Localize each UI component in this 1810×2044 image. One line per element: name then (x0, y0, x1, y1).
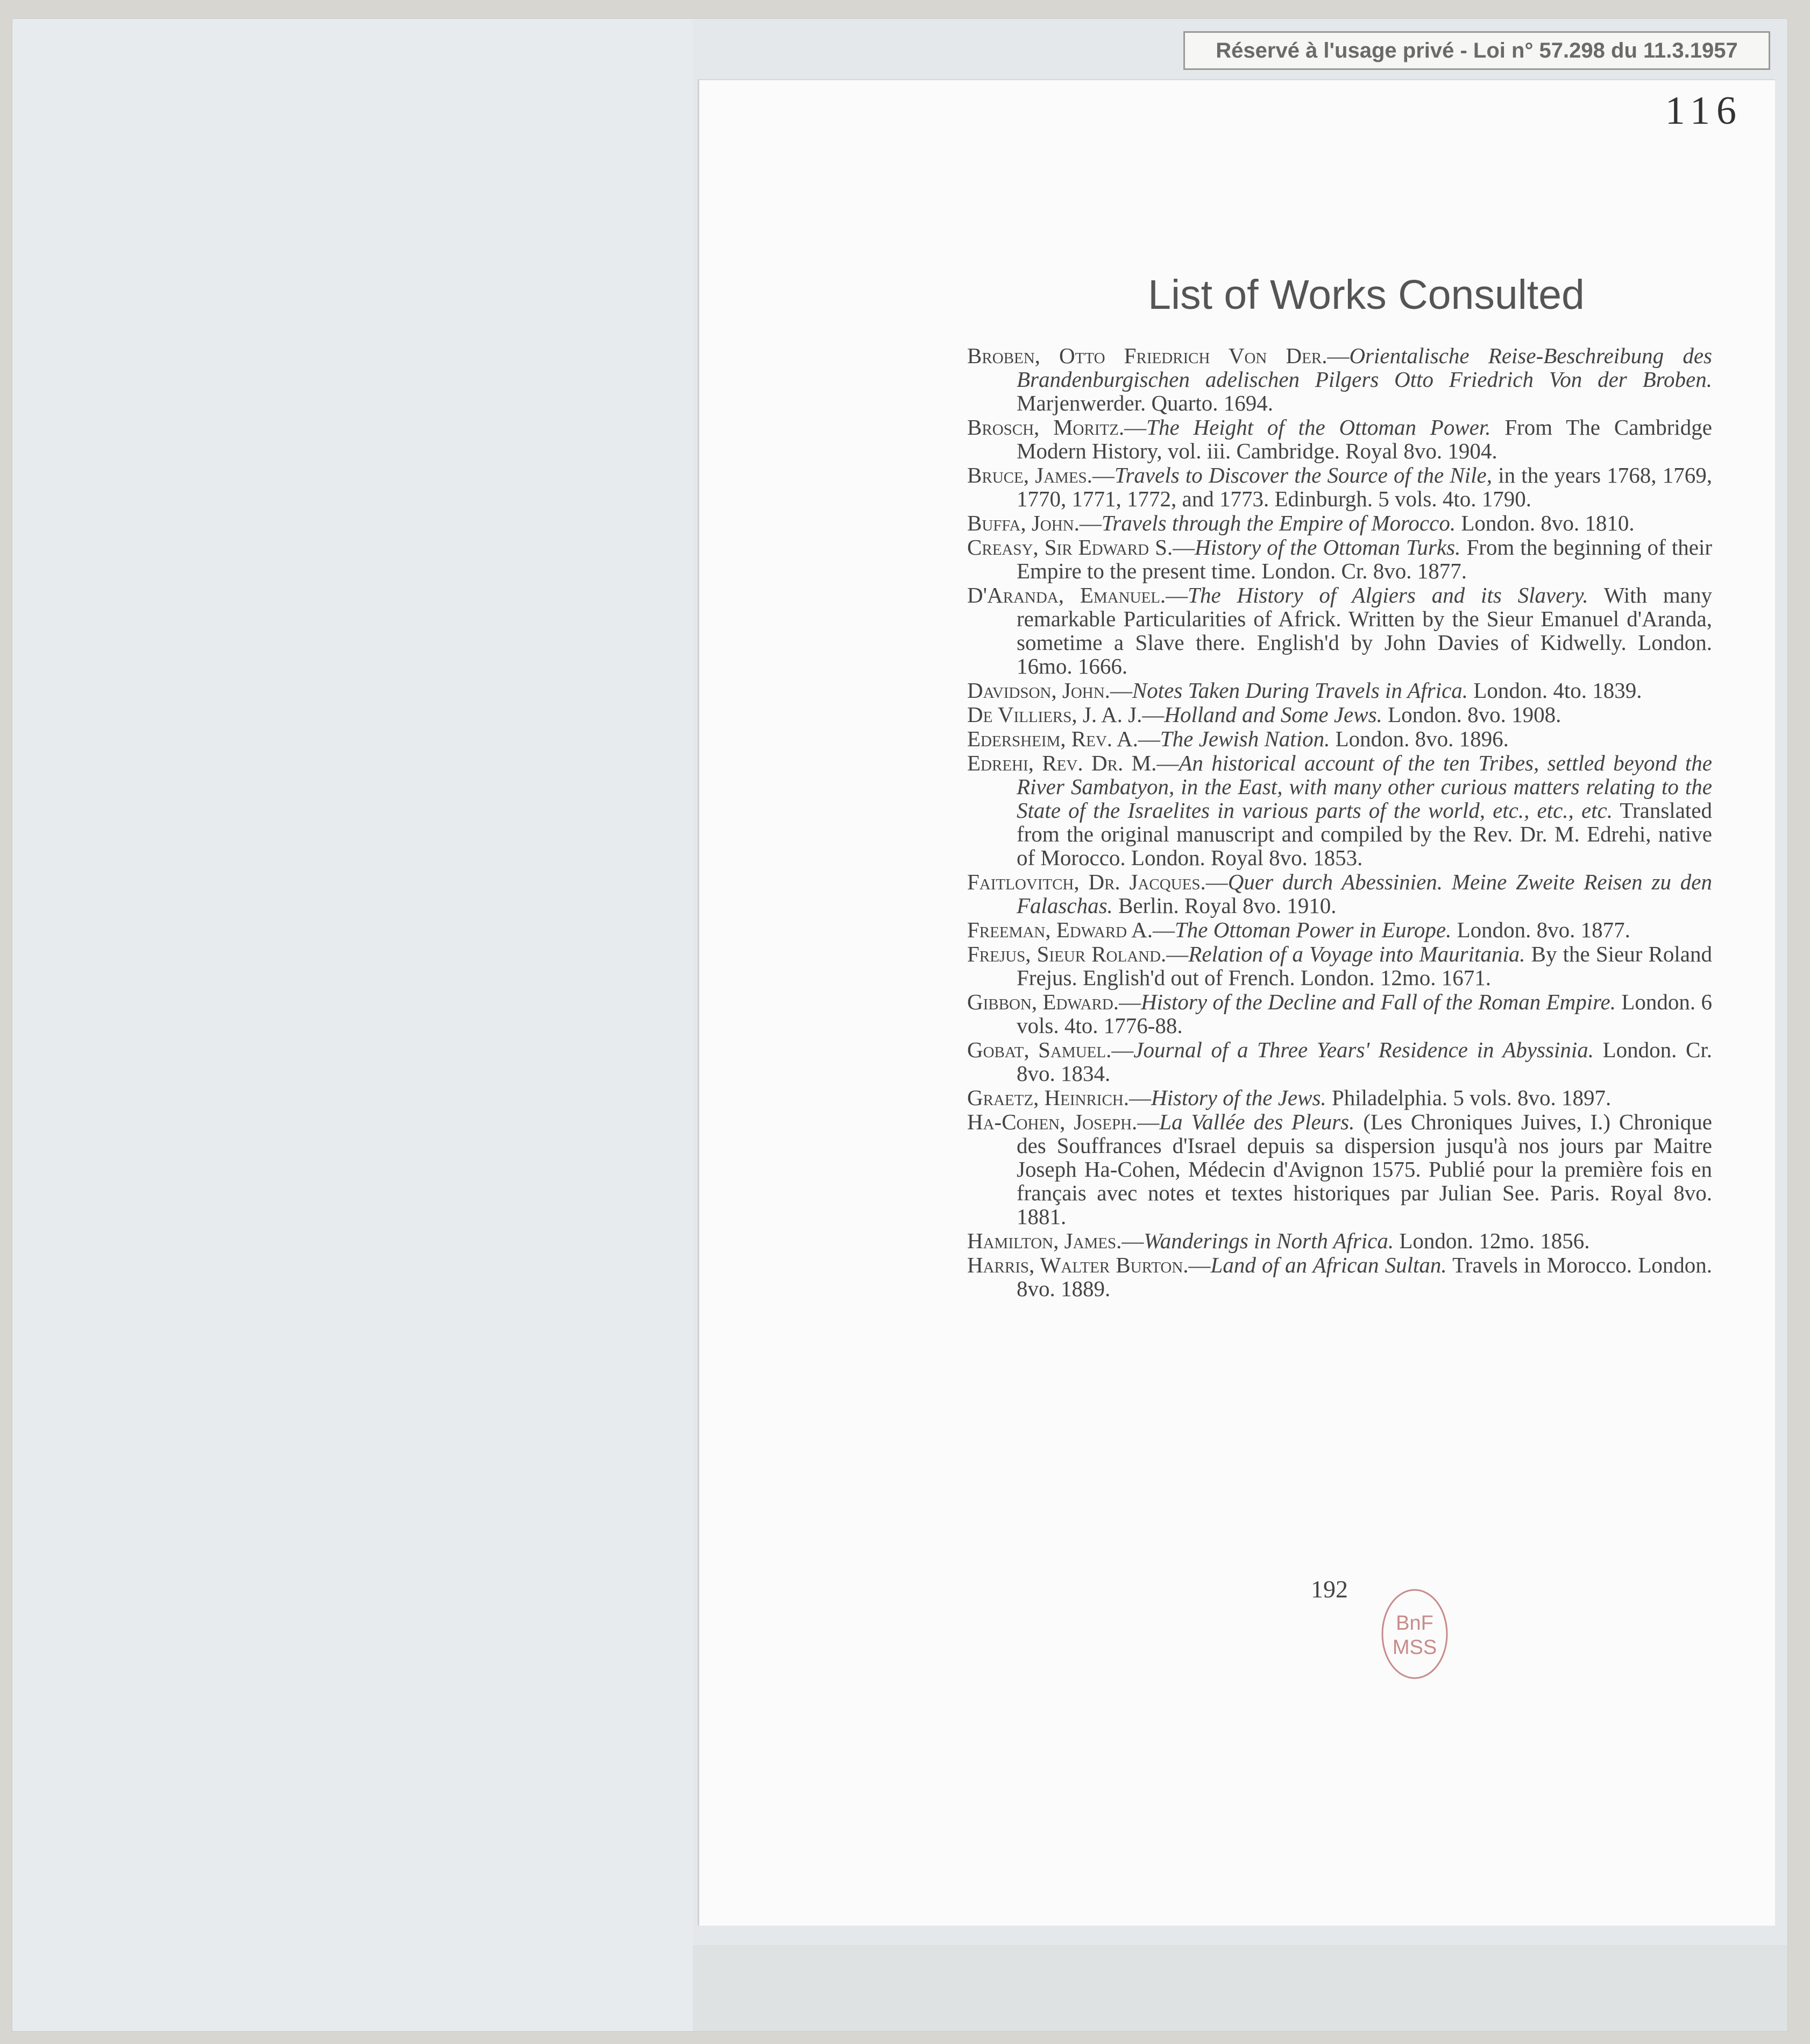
bibliography-entry (967, 751, 1712, 869)
bibliography-entry (967, 535, 1712, 583)
entry-details: By the Sieur Roland Frejus. English'd out of French. London. 12mo. 1671. (1017, 942, 1712, 990)
entry-work: The History of Algiers and its Slavery. (1188, 583, 1588, 607)
entry-work: History of the Decline and Fall of the Roman Empire. (1141, 989, 1616, 1014)
bibliography-entry (967, 1229, 1712, 1253)
page-title: List of Works Consulted (1148, 272, 1585, 318)
entry-details: Berlin. Royal 8vo. 1910. (1112, 893, 1337, 918)
entry-author: Hamilton, James.— (967, 1228, 1144, 1253)
mount-bottom-strip (693, 1945, 1787, 2031)
entry-author: Creasy, Sir Edward S.— (967, 535, 1195, 560)
entry-author: D'Aranda, Emanuel.— (967, 583, 1188, 607)
entry-work: The Jewish Nation. (1160, 726, 1330, 751)
entry-author: Brosch, Moritz.— (967, 415, 1147, 440)
entry-work: An historical account of the ten Tribes, settled beyond the River Sambatyon, in the East, with many other curious matters relating to the State of the Israelites in various parts of the world, etc., etc., etc. (1017, 751, 1712, 823)
bibliography-entry (967, 583, 1712, 678)
entry-author: De Villiers, J. A. J.— (967, 702, 1165, 727)
svg-text:MSS: MSS (1392, 1636, 1437, 1659)
entry-work: Notes Taken During Travels in Africa. (1132, 678, 1468, 703)
bibliography-entry (967, 1038, 1712, 1085)
entry-work: Quer durch Abessinien. Meine Zweite Reisen zu den Falaschas. (1017, 869, 1713, 918)
entry-details: Philadelphia. 5 vols. 8vo. 1897. (1326, 1085, 1612, 1110)
entry-work: Orientalische Reise-Beschreibung des Brandenburgischen adelischen Pilgers Otto Friedrich Von der Broben. (1017, 343, 1712, 392)
privacy-stamp: Réservé à l'usage privé - Loi n° 57.298 du 11.3.1957 (1183, 31, 1770, 70)
bibliography-entry (967, 1110, 1712, 1228)
entry-work: The Height of the Ottoman Power. (1146, 415, 1491, 440)
entry-details: London. 4to. 1839. (1468, 678, 1642, 703)
entry-details: From the beginning of their Empire to the present time. London. Cr. 8vo. 1877. (1017, 535, 1712, 583)
entry-author: Harris, Walter Burton.— (967, 1253, 1211, 1277)
entry-details: London. 12mo. 1856. (1394, 1228, 1590, 1253)
entry-work: History of the Jews. (1151, 1085, 1326, 1110)
bibliography-entry (967, 918, 1712, 942)
bnf-library-stamp (1380, 1587, 1450, 1681)
entry-details: Travels in Morocco. London. 8vo. 1889. (1017, 1253, 1712, 1301)
entry-work: Journal of a Three Years' Residence in Abyssinia. (1133, 1037, 1594, 1062)
entry-details: Marjenwerder. Quarto. 1694. (1017, 391, 1274, 415)
entry-details: From The Cambridge Modern History, vol. iii. Cambridge. Royal 8vo. 1904. (1017, 415, 1712, 463)
bibliography-entry (967, 1253, 1712, 1300)
entry-work: Holland and Some Jews. (1164, 702, 1382, 727)
entry-work: History of the Ottoman Turks. (1195, 535, 1461, 560)
facing-blank-page (12, 19, 693, 2031)
entry-author: Frejus, Sieur Roland.— (967, 942, 1189, 966)
bibliography-entry (967, 678, 1712, 702)
entry-details: London. 8vo. 1877. (1451, 917, 1630, 942)
entry-details: With many remarkable Particularities of Africk. Written by the Sieur Emanuel d'Aranda, sometime a Slave there. English'd by John Davies of Kidwelly. London. 16mo. 1666. (1017, 583, 1712, 678)
entry-details: London. 8vo. 1908. (1382, 702, 1561, 727)
folio-number: 116 (1665, 89, 1743, 133)
entry-author: Gibbon, Edward.— (967, 989, 1141, 1014)
bibliography-entry (967, 703, 1712, 726)
bibliography-entry (967, 942, 1712, 989)
bibliography-entry (967, 415, 1712, 463)
entry-author: Bruce, James.— (967, 463, 1115, 487)
bibliography-entry (967, 344, 1712, 415)
bibliography-entry (967, 511, 1712, 535)
entry-author: Faitlovitch, Dr. Jacques.— (967, 869, 1228, 894)
entry-work: Relation of a Voyage into Mauritania. (1188, 942, 1525, 966)
entry-work: Wanderings in North Africa. (1144, 1228, 1394, 1253)
entry-author: Edrehi, Rev. Dr. M.— (967, 751, 1179, 775)
entry-details: Translated from the original manuscript and compiled by the Rev. Dr. M. Edrehi, native of Morocco. London. Royal 8vo. 1853. (1017, 798, 1712, 870)
page-number: 192 (1311, 1575, 1348, 1603)
entry-details: (Les Chroniques Juives, I.) Chronique des Souffrances d'Israel depuis sa dispersion jusqu'à nos jours par Maitre Joseph Ha-Cohen, Médecin d'Avignon 1575. Publié pour la première fois en français avec notes et textes historiques par Julian See. Paris. Royal 8vo. 1881. (1017, 1109, 1712, 1229)
entry-work: La Vallée des Pleurs. (1159, 1109, 1355, 1134)
entry-details: London. Cr. 8vo. 1834. (1017, 1037, 1712, 1086)
entry-author: Freeman, Edward A.— (967, 917, 1175, 942)
document-page (698, 79, 1775, 1926)
entry-details: London. 8vo. 1810. (1456, 511, 1635, 535)
entry-work: Travels to Discover the Source of the Nile, (1114, 463, 1492, 487)
entry-author: Gobat, Samuel.— (967, 1037, 1134, 1062)
entry-details: in the years 1768, 1769, 1770, 1771, 1772, and 1773. Edinburgh. 5 vols. 4to. 1790. (1017, 463, 1713, 511)
entry-work: The Ottoman Power in Europe. (1174, 917, 1452, 942)
bibliography-entry (967, 870, 1712, 917)
bibliography-entry (967, 1086, 1712, 1109)
bibliography-list (967, 344, 1712, 1301)
entry-details: London. 6 vols. 4to. 1776-88. (1017, 989, 1712, 1038)
entry-details: London. 8vo. 1896. (1330, 726, 1509, 751)
entry-author: Davidson, John.— (967, 678, 1132, 703)
bibliography-entry (967, 990, 1712, 1037)
entry-author: Broben, Otto Friedrich Von Der.— (967, 343, 1350, 368)
entry-work: Travels through the Empire of Morocco. (1101, 511, 1456, 535)
entry-author: Ha-Cohen, Joseph.— (967, 1109, 1160, 1134)
bibliography-entry (967, 727, 1712, 751)
entry-work: Land of an African Sultan. (1210, 1253, 1447, 1277)
entry-author: Edersheim, Rev. A.— (967, 726, 1160, 751)
entry-author: Buffa, John.— (967, 511, 1102, 535)
entry-author: Graetz, Heinrich.— (967, 1085, 1151, 1110)
svg-text:BnF: BnF (1396, 1612, 1433, 1635)
bibliography-entry (967, 463, 1712, 511)
